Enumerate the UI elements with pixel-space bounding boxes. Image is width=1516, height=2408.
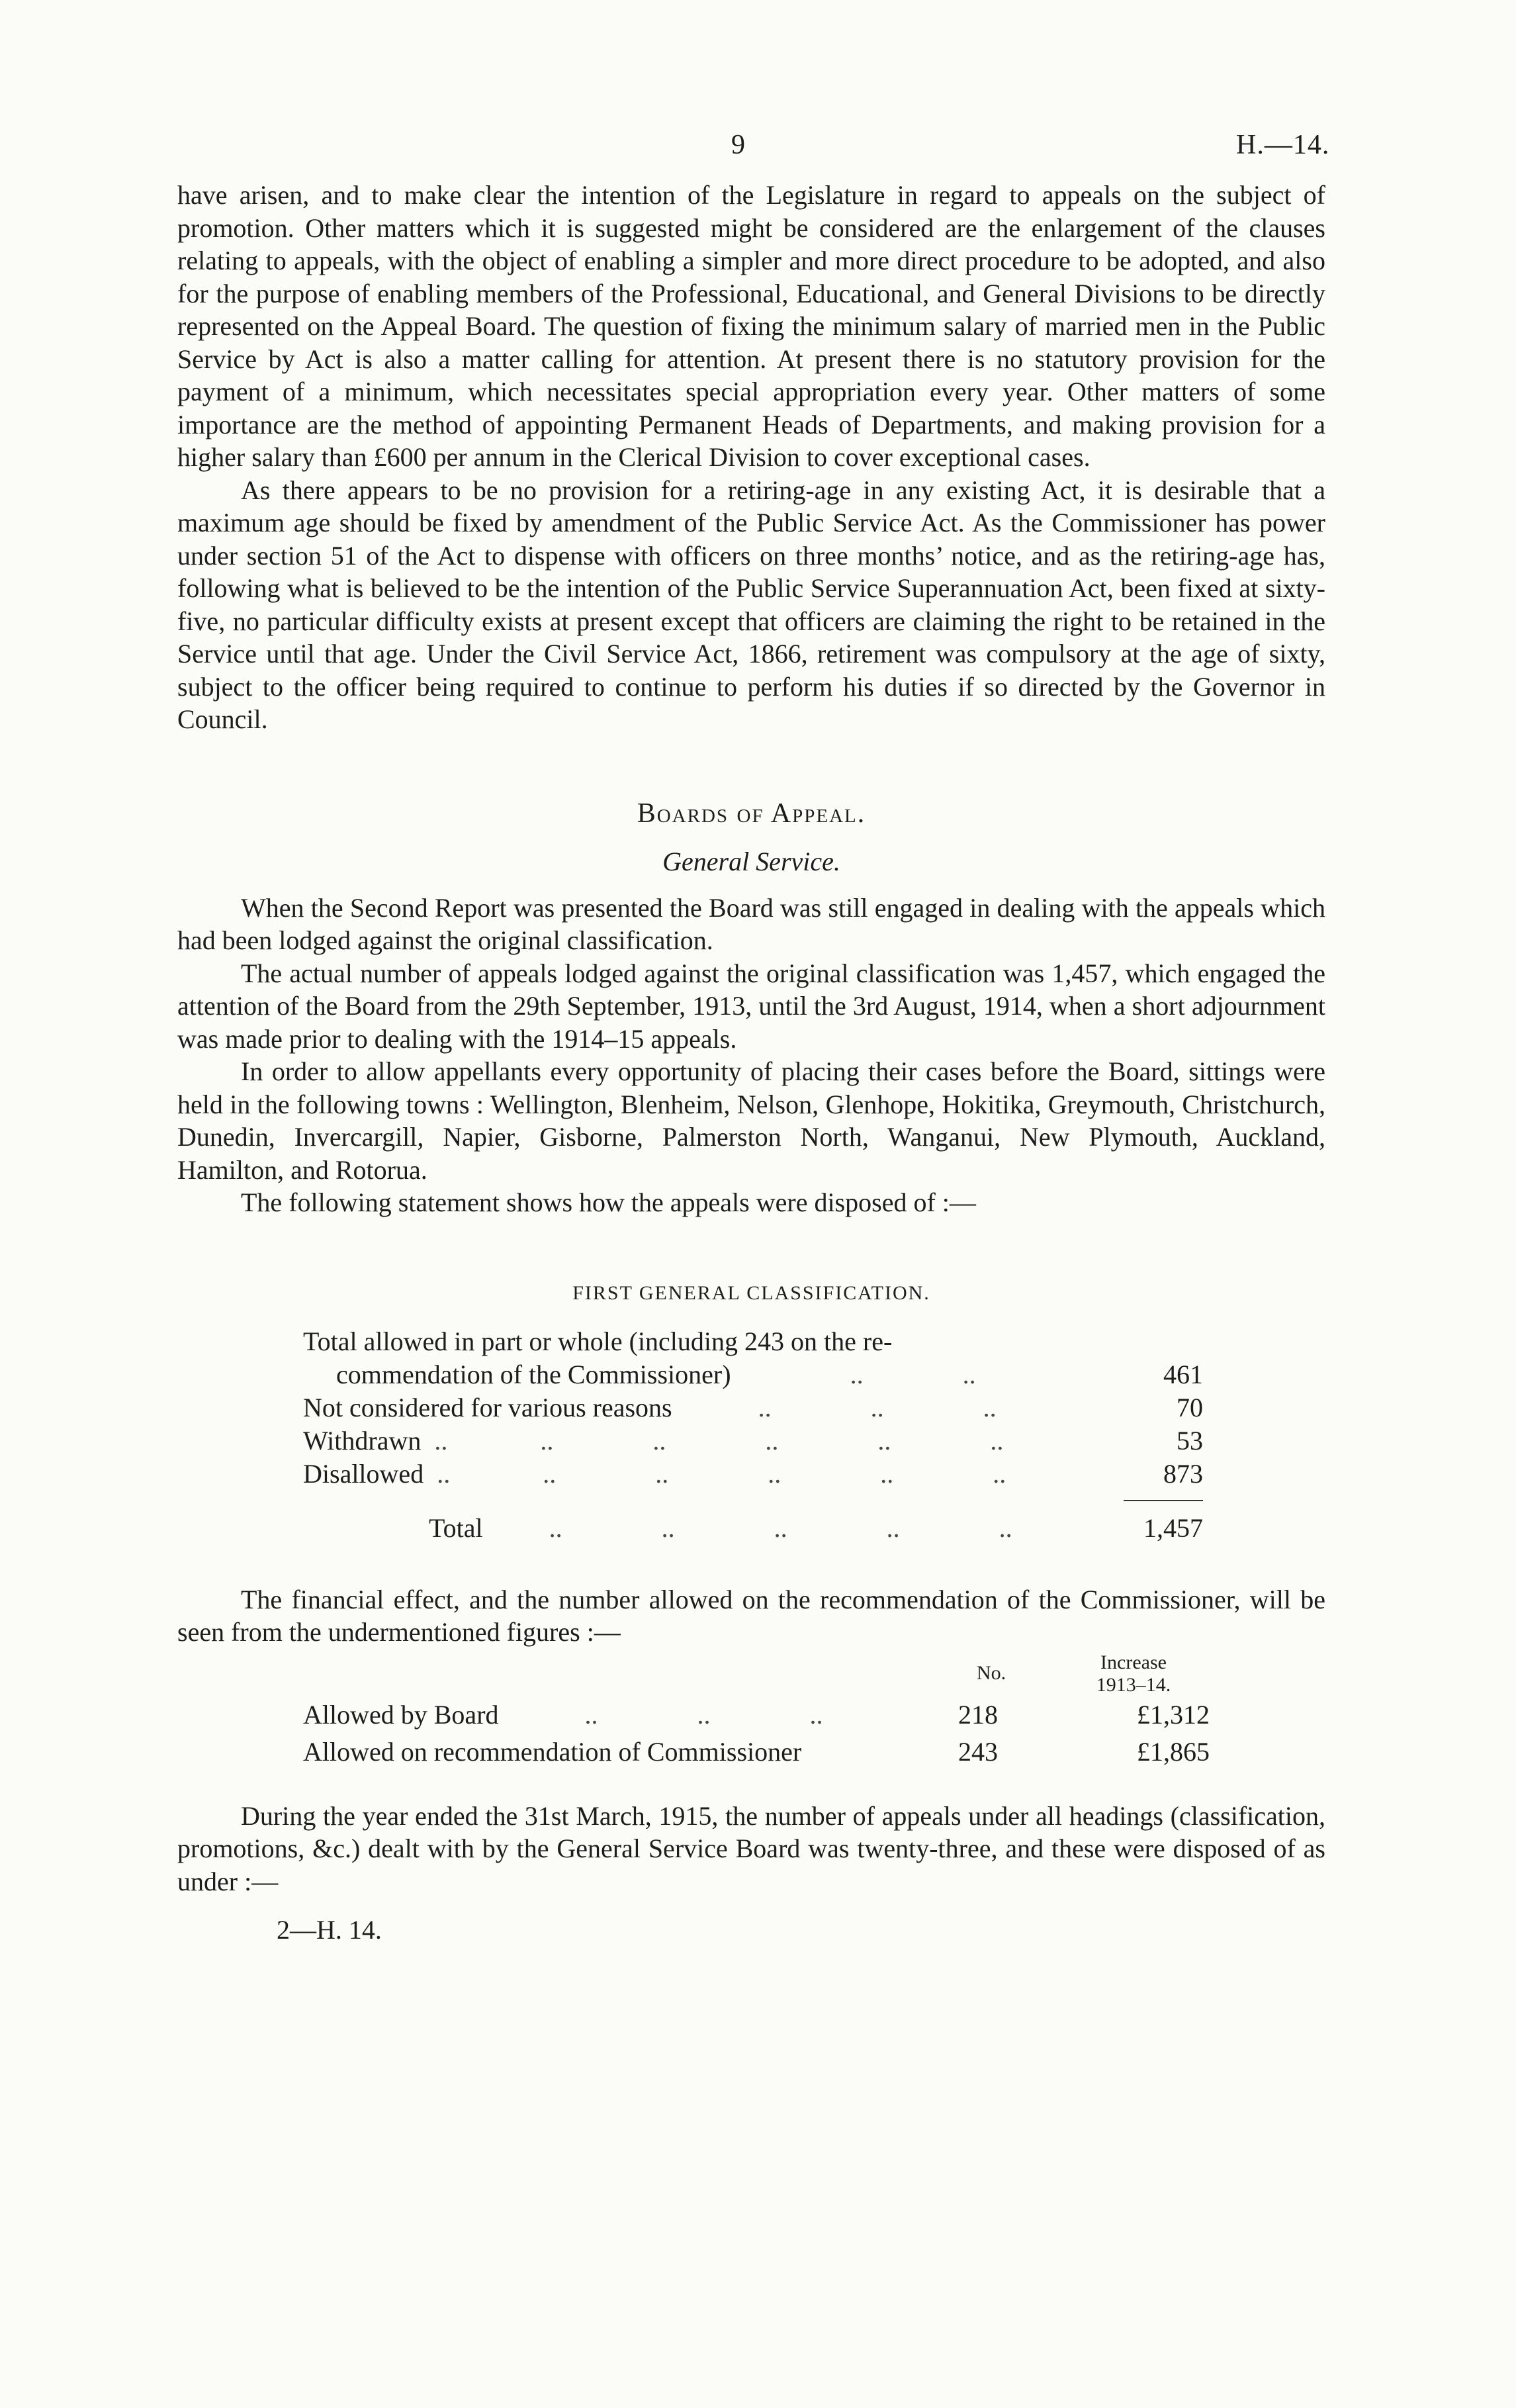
row-label: Disallowed — [303, 1458, 424, 1489]
column-header-increase — [1057, 1651, 1216, 1696]
paragraph-appeal-count: The actual number of appeals lodged against the original classification was 1,457, which engaged the attention of the Board from the 29th September, 1913, until the 3rd August, 1914, when a short adjournment was made prior to dealing with the 1914–15 appeals. — [177, 958, 1325, 1054]
row-label: commendation of the Commissioner) — [336, 1359, 731, 1389]
paragraph-continuation: have arisen, and to make clear the intention of the Legislature in regard to appeals on the subject of promotion. Other matters which it is suggested might be considered are the enlargement of the clauses relating to appeals, with the object of enabling a simpler and more direct procedure to be adopted, and also for the purpose of enabling members of the Professional, Educational, and General Divisions to be directly represented on the Appeal Board. The question of fixing the minimum salary of married men in the Public Service by Act is also a matter calling for attention. At present there is no statutory provision for the payment of a minimum, which necessitates special appropriation every year. Other matters of some importance are the method of appointing Permanent Heads of Departments, and making provision for a higher salary than £600 per annum in the Clerical Division to cover exceptional cases. — [177, 180, 1325, 472]
paragraph-financial-intro: The financial effect, and the number allowed on the recommendation of the Commissioner, will be seen from the undermentioned figures :— — [177, 1584, 1325, 1647]
table-row: Withdrawn .. .. .. .. .. .. 53 — [303, 1424, 1203, 1458]
table-row: Not considered for various reasons .. .. .. 70 — [303, 1391, 1203, 1424]
row-amount: £1,312 — [1137, 1699, 1210, 1730]
subheading: General Service. — [662, 846, 840, 876]
paragraph-sittings: In order to allow appellants every opportunity of placing their cases before the Board, sittings were held in the following towns : Wellington, Blenheim, Nelson, Glenhope, Hokitika, Greymouth, Christchurch, Dunedin, Invercargill, Napier, Gisborne, Palmerston North, Wanganui, New Plymouth, Auckland, Hamilton, and Rotorua. — [177, 1056, 1325, 1185]
table-row-total: Total .. .. .. .. .. 1,457 — [303, 1512, 1203, 1545]
column-header-increase-line2: 1913–14. — [1096, 1673, 1171, 1696]
row-value: 53 — [1177, 1425, 1203, 1456]
row-number: 243 — [958, 1736, 998, 1767]
paragraph-statement-intro: The following statement shows how the appeals were disposed of :— — [241, 1187, 976, 1217]
paragraph-retiring-age: As there appears to be no provision for a retiring-age in any existing Act, it is desirable that a maximum age should be fixed by amendment of the Public Service Act. As the Commissioner has power under section 51 of the Act to dispense with officers on three months’ notice, and as the retiring-age has, following what is believed to be the intention of the Public Service Superannuation Act, been fixed at sixty-five, no particular difficulty exists at present except that officers are claiming the right to be retained in the Service until that age. Under the Civil Service Act, 1866, retirement was compulsory at the age of sixty, subject to the officer being required to continue to perform his duties if so directed by the Governor in Council. — [177, 475, 1325, 734]
row-value: 461 — [1163, 1359, 1203, 1389]
column-header-no: No. — [976, 1661, 1006, 1684]
paragraph-second-report: When the Second Report was presented the Board was still engaged in dealing with the appeals which had been lodged against the original classification. — [177, 892, 1325, 955]
table-row — [303, 1734, 1216, 1771]
column-header-increase-line1: Increase — [1100, 1651, 1167, 1673]
row-number: 218 — [958, 1699, 998, 1730]
total-value: 1,457 — [1143, 1512, 1203, 1543]
document-reference: H.—14. — [1236, 130, 1330, 160]
page-header — [0, 129, 1516, 169]
row-label: Total allowed in part or whole (including 243 on the re- — [303, 1326, 893, 1356]
total-label: Total — [429, 1512, 483, 1543]
row-value: 873 — [1163, 1458, 1203, 1489]
row-label: Withdrawn — [303, 1425, 422, 1456]
row-label: Not considered for various reasons — [303, 1392, 672, 1422]
row-label: Allowed on recommendation of Commissioner — [303, 1736, 802, 1767]
table-row: Allowed by Board .. .. .. 218 £1,312 — [303, 1696, 1216, 1734]
financial-table — [303, 1651, 1216, 1771]
page-number: 9 — [731, 130, 745, 160]
classification-title: FIRST GENERAL CLASSIFICATION. — [572, 1281, 930, 1304]
footer-signature: 2—H. 14. — [277, 1915, 382, 1945]
page-body — [177, 179, 1325, 1947]
section-heading — [177, 797, 1325, 831]
row-amount: £1,865 — [1137, 1736, 1210, 1767]
row-value: 70 — [1177, 1392, 1203, 1422]
table-row: Disallowed .. .. .. .. .. .. 873 — [303, 1458, 1203, 1491]
paragraph-closing: During the year ended the 31st March, 1915, the number of appeals under all headings (classification, promotions, &c.) dealt with by the General Service Board was twenty-three, and these were disposed of as under :— — [177, 1800, 1325, 1896]
total-rule — [1124, 1500, 1203, 1501]
row-label: Allowed by Board — [303, 1699, 499, 1730]
classification-table — [303, 1325, 1203, 1545]
section-heading-text: Boards of Appeal. — [637, 798, 866, 829]
financial-header — [303, 1651, 1216, 1696]
table-row: commendation of the Commissioner) .. .. 461 — [303, 1358, 1203, 1391]
table-row — [303, 1325, 1203, 1358]
